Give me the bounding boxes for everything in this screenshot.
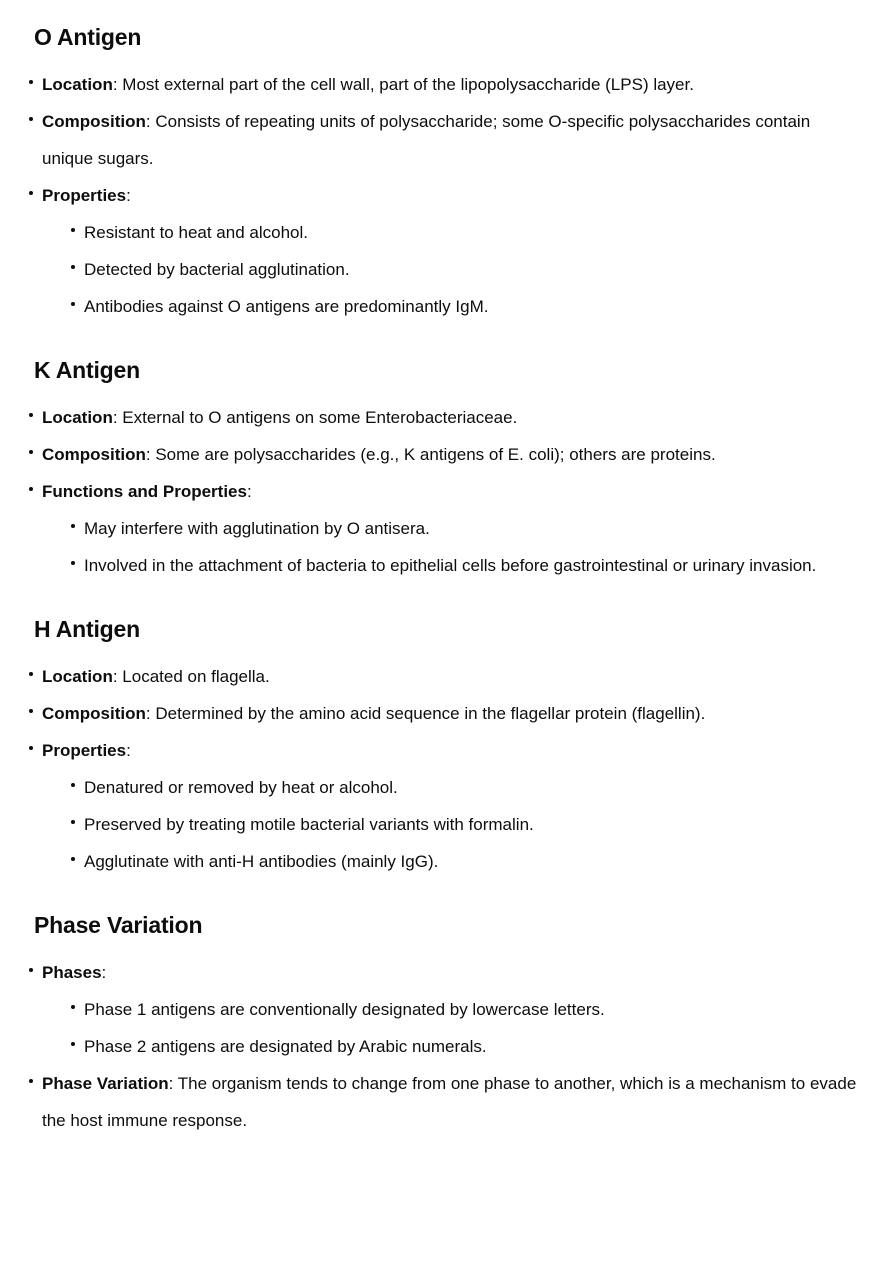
sub-list-item [70, 251, 858, 288]
bullet-list [28, 399, 858, 584]
item-text: : [126, 741, 131, 760]
sub-list-item [70, 991, 858, 1028]
list-item [28, 1065, 858, 1139]
item-label: Properties [42, 186, 127, 205]
sub-list-item [70, 769, 858, 806]
list-item [28, 66, 858, 103]
item-text: : Some are polysaccharides (e.g., K antigens of E. coli); others are proteins. [145, 445, 716, 464]
sub-item-text: Involved in the attachment of bacteria to epithelial cells before gastrointestinal or urinary invasion. [84, 556, 817, 575]
bullet-icon [71, 265, 75, 269]
bullet-icon [71, 228, 75, 232]
section-h-antigen [28, 614, 858, 880]
sub-list-item [70, 806, 858, 843]
item-text: : Determined by the amino acid sequence in the flagellar protein (flagellin). [145, 704, 706, 723]
sub-item-text: Resistant to heat and alcohol. [84, 223, 308, 242]
sub-item-text: Phase 2 antigens are designated by Arabic numerals. [84, 1037, 487, 1056]
section-title: Phase Variation [34, 912, 203, 938]
bullet-icon [71, 524, 75, 528]
sub-item-text: May interfere with agglutination by O antisera. [84, 519, 430, 538]
bullet-icon [71, 561, 75, 565]
item-text: : Consists of repeating units of polysaccharide; some O-specific polysaccharides contain unique sugars. [42, 112, 811, 168]
sub-list-item [70, 547, 858, 584]
item-label: Composition [42, 445, 146, 464]
sub-list-item [70, 510, 858, 547]
bullet-icon [29, 1079, 33, 1083]
section-o-antigen [28, 22, 858, 325]
section-phase-variation [28, 910, 858, 1139]
bullet-icon [29, 487, 33, 491]
sub-bullet-list [70, 769, 858, 880]
sub-item-text: Detected by bacterial agglutination. [84, 260, 350, 279]
list-item [28, 436, 858, 473]
section-k-antigen [28, 355, 858, 584]
item-label: Functions and Properties [42, 482, 247, 501]
bullet-icon [29, 413, 33, 417]
list-item [28, 695, 858, 732]
bullet-icon [29, 672, 33, 676]
sub-bullet-list [70, 991, 858, 1065]
sub-bullet-list [70, 214, 858, 325]
bullet-icon [71, 783, 75, 787]
item-label: Location [42, 667, 113, 686]
list-item [28, 954, 858, 1065]
bullet-icon [29, 450, 33, 454]
item-text: : [126, 186, 131, 205]
item-text: : [246, 482, 252, 501]
list-item [28, 473, 858, 584]
sub-item-text: Phase 1 antigens are conventionally designated by lowercase letters. [84, 1000, 605, 1019]
item-label: Phase Variation [42, 1074, 169, 1093]
bullet-icon [71, 1042, 75, 1046]
bullet-icon [29, 117, 33, 121]
item-label: Location [42, 75, 113, 94]
item-label: Location [42, 408, 113, 427]
sub-list-item [70, 214, 858, 251]
sub-item-text: Agglutinate with anti-H antibodies (mainly IgG). [84, 852, 439, 871]
bullet-icon [71, 820, 75, 824]
bullet-icon [29, 709, 33, 713]
section-title: H Antigen [34, 616, 140, 642]
sub-item-text: Antibodies against O antigens are predominantly IgM. [84, 297, 489, 316]
bullet-icon [29, 191, 33, 195]
section-title: O Antigen [34, 24, 142, 50]
bullet-icon [29, 968, 33, 972]
item-label: Properties [42, 741, 127, 760]
bullet-icon [71, 302, 75, 306]
list-item [28, 732, 858, 880]
bullet-list [28, 658, 858, 880]
sub-list-item [70, 1028, 858, 1065]
item-label: Composition [42, 112, 146, 131]
sub-list-item [70, 843, 858, 880]
sub-list-item [70, 288, 858, 325]
bullet-list [28, 66, 858, 325]
item-text: : Most external part of the cell wall, part of the lipopolysaccharide (LPS) layer. [112, 75, 694, 94]
section-title: K Antigen [34, 357, 140, 383]
sub-bullet-list [70, 510, 858, 584]
item-text: : [101, 963, 107, 982]
list-item [28, 177, 858, 325]
sub-item-text: Preserved by treating motile bacterial variants with formalin. [84, 815, 534, 834]
item-text: : External to O antigens on some Enterobacteriaceae. [112, 408, 518, 427]
bullet-icon [71, 857, 75, 861]
list-item [28, 103, 858, 177]
bullet-icon [29, 746, 33, 750]
item-text: : Located on flagella. [112, 667, 270, 686]
bullet-icon [29, 80, 33, 84]
item-text: : The organism tends to change from one phase to another, which is a mechanism to evade the host immune response. [42, 1074, 857, 1130]
list-item [28, 399, 858, 436]
list-item [28, 658, 858, 695]
item-label: Phases [42, 963, 102, 982]
item-label: Composition [42, 704, 146, 723]
sub-item-text: Denatured or removed by heat or alcohol. [84, 778, 398, 797]
bullet-icon [71, 1005, 75, 1009]
bullet-list [28, 954, 858, 1139]
